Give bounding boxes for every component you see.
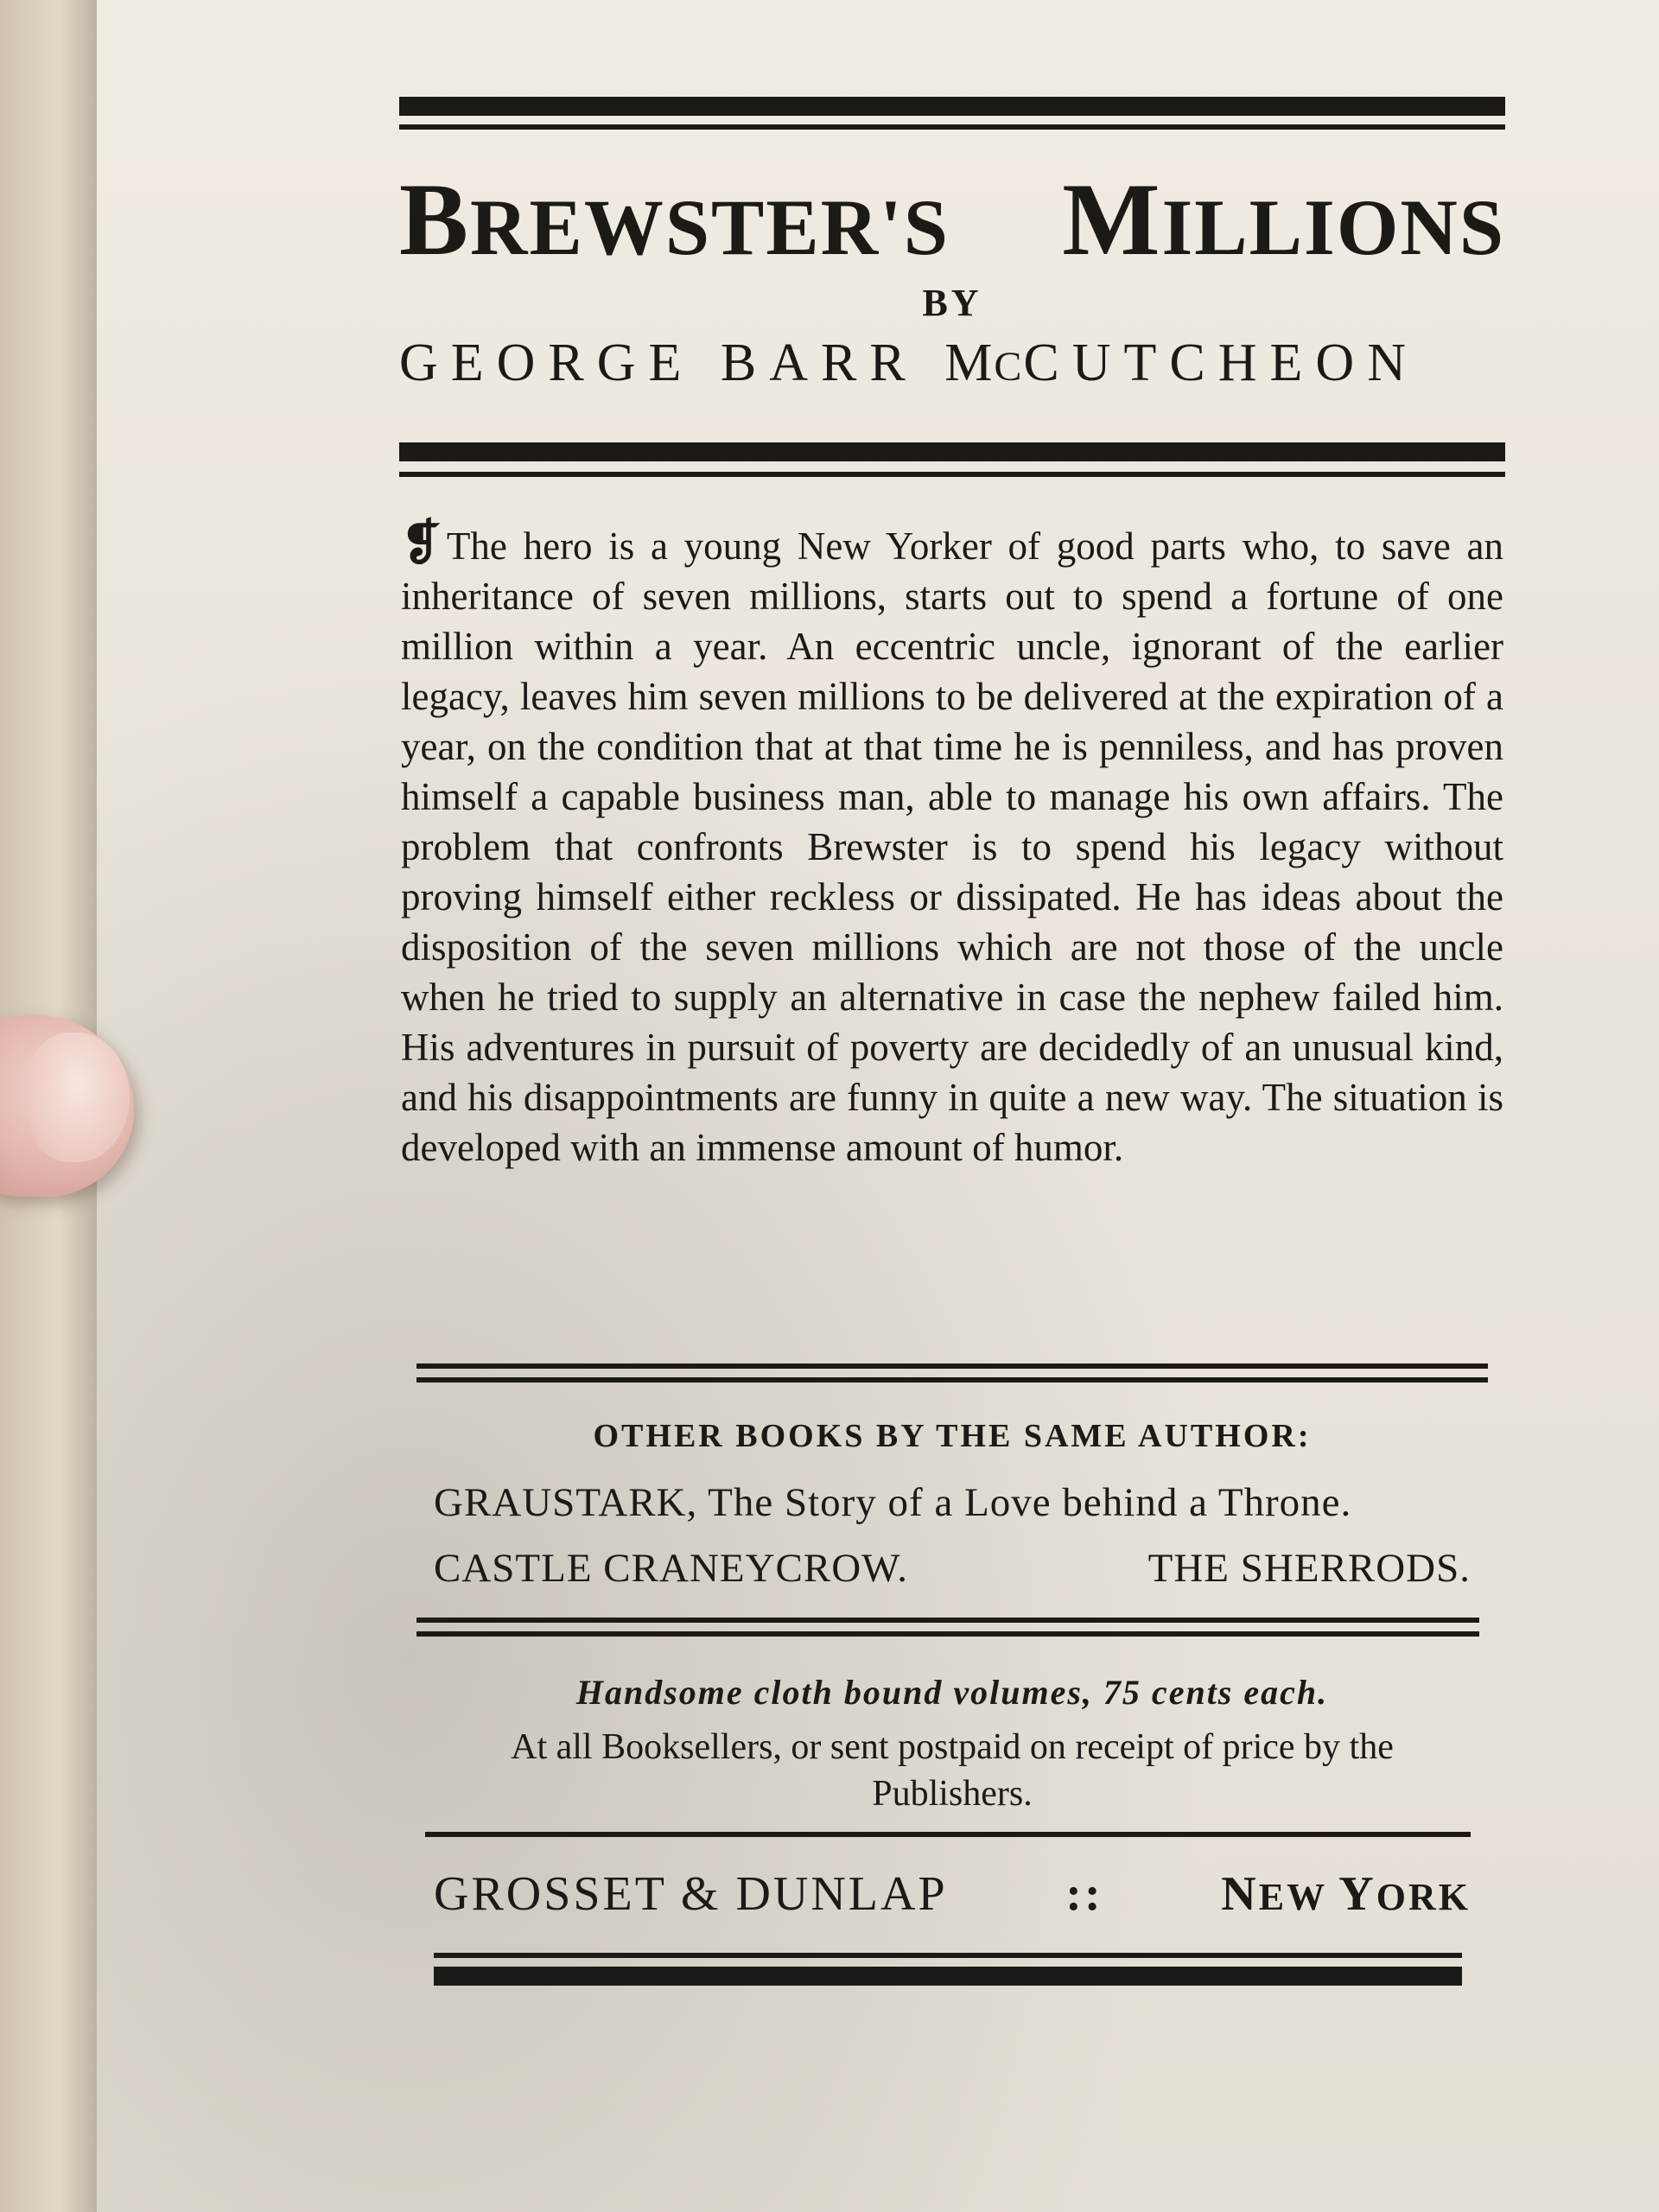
publisher-name: GROSSET & DUNLAP [434, 1867, 948, 1921]
author-mc-m: M [944, 334, 995, 392]
publisher-rule-top [425, 1832, 1471, 1837]
publisher-city [1221, 1866, 1471, 1922]
city-rest-new: EW [1258, 1876, 1339, 1918]
top-rule-thick [399, 97, 1505, 116]
books-rule-top [416, 1363, 1488, 1369]
title-cap-m: M [1062, 162, 1162, 276]
title-rest-millions: ILLIONS [1161, 183, 1505, 271]
sale-rule-top [416, 1618, 1479, 1623]
title-cap-b: B [399, 162, 471, 276]
title-rest-brewsters: REWSTER'S [470, 183, 950, 271]
city-cap-y: Y [1338, 1867, 1376, 1921]
paragraph-mark-icon: ❡ [401, 517, 442, 570]
price-line: Handsome cloth bound volumes, 75 cents each. [575, 1673, 1329, 1712]
sellers-line: At all Booksellers, or sent postpaid on receipt of price by the Publishers. [511, 1727, 1394, 1814]
author-mc [944, 334, 1023, 392]
thumb-nail [26, 1033, 130, 1162]
by-line: BY [922, 282, 982, 324]
mid-rule-thick [399, 442, 1505, 461]
publisher-line [434, 1866, 1471, 1922]
book-page [97, 0, 1659, 2212]
blurb-paragraph [401, 518, 1503, 1173]
sale-rule-bottom [416, 1631, 1479, 1637]
title-word-millions [1062, 160, 1505, 279]
title-word-brewsters [399, 160, 950, 279]
top-rule-thin [399, 124, 1505, 130]
blurb-text: The hero is a young New Yorker of good parts who, to save an inheritance of seven millions, starts out to spend a fortune of one million within a year. An eccentric uncle, ignorant of the earlier legacy, leaves him seven millions to be delivered at the expiration of a year, on the condition that at that time he is penniless, and has proven himself a capable business man, able to manage his own affairs. The problem that confronts Brewster is to spend his legacy without proving himself either reckless or dissipated. He has ideas about the disposition of the seven millions which are not those of the uncle when he tried to supply an alternative in case the nephew failed him. His adventures in pursuit of poverty are decidedly of an unusual kind, and his disappointments are funny in quite a new way. The situation is developed with an immense amount of humor. [401, 524, 1503, 1169]
book-blurb [401, 518, 1503, 1173]
author-mc-c: C [994, 344, 1024, 390]
bottom-rule-thin [434, 1953, 1462, 1958]
other-books-heading: OTHER BOOKS BY THE SAME AUTHOR: [593, 1418, 1312, 1454]
book-line-two [434, 1545, 1471, 1592]
book-the-sherrods: THE SHERRODS. [1147, 1546, 1471, 1591]
author-first-names: GEORGE BARR [399, 334, 945, 392]
city-cap-n: N [1221, 1867, 1259, 1921]
bottom-rule-thick [434, 1967, 1462, 1986]
books-rule-bottom [416, 1377, 1488, 1382]
city-rest-york: ORK [1376, 1876, 1471, 1918]
book-castle-craneycrow: CASTLE CRANEYCROW. [434, 1546, 908, 1591]
author-name [399, 333, 1505, 394]
publisher-separator: :: [1065, 1867, 1103, 1921]
book-graustark: GRAUSTARK, The Story of a Love behind a Throne. [434, 1480, 1352, 1525]
mid-rule-thin [399, 472, 1505, 477]
author-last-name: CUTCHEON [1023, 334, 1419, 392]
book-title [399, 160, 1505, 279]
